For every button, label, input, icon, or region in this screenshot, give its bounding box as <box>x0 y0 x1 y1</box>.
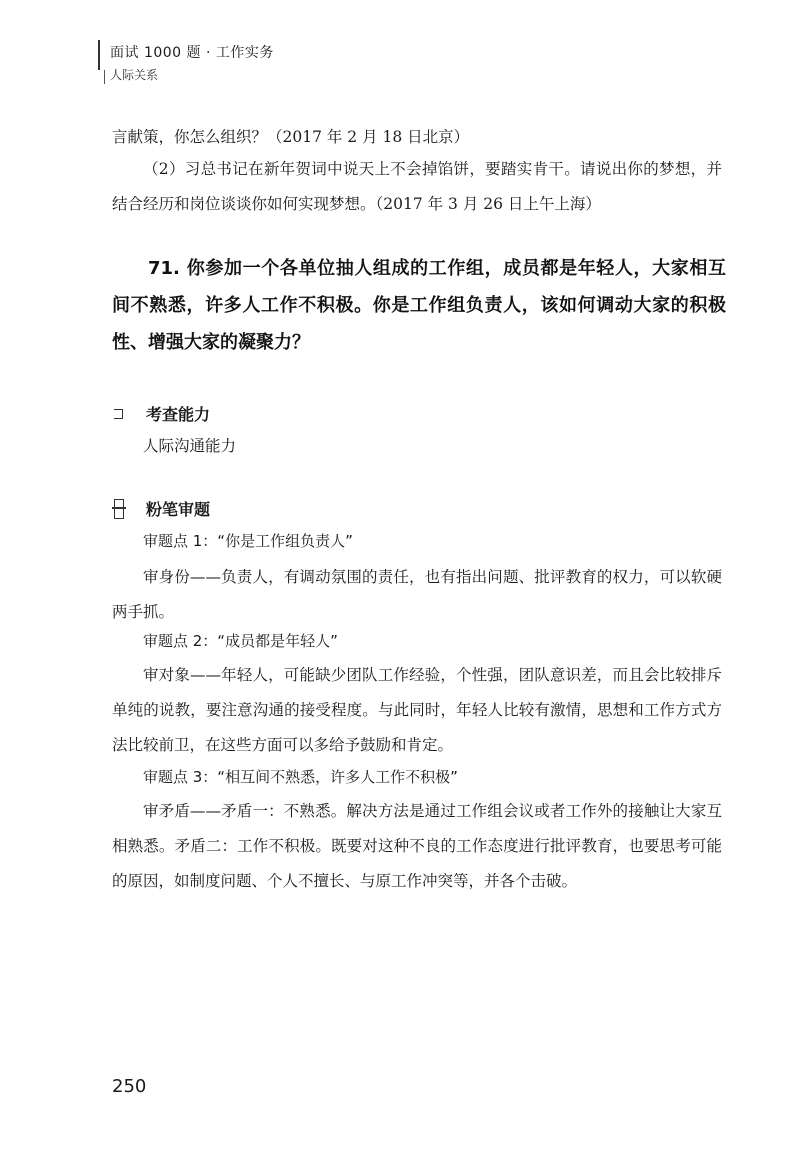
analysis-heading <box>112 497 210 520</box>
analysis-point-2-text: 审对象——年轻人，可能缺少团队工作经验，个性强，团队意识差，而且会比较排斥单纯的说教，要注意沟通的接受程度。与此同时，年轻人比较有激情，思想和工作方式方法比较前卫，在这些方面可以多给予鼓励和肯定。 <box>112 666 722 754</box>
ability-heading <box>112 402 210 425</box>
analysis-heading-label: 粉笔审题 <box>146 500 211 519</box>
section-square-icon <box>112 404 132 424</box>
intro-question-2: （2）习总书记在新年贺词中说天上不会掉馅饼，要踏实肯干。请说出你的梦想，并结合经历和岗位谈谈你如何实现梦想。（2017 年 3 月 26 日上午上海） <box>112 160 722 213</box>
running-header-section: 人际关系 <box>110 68 159 82</box>
chalk-pen-icon <box>112 499 132 519</box>
analysis-point-1-text: 审身份——负责人，有调动氛围的责任，也有指出问题、批评教育的权力，可以软硬两手抓。 <box>112 568 722 621</box>
question-71: 71. 你参加一个各单位抽人组成的工作组，成员都是年轻人，大家相互间不熟悉，许多人工作不积极。你是工作组负责人，该如何调动大家的积极性、增强大家的凝聚力？ <box>112 258 726 353</box>
header-rule <box>98 40 100 70</box>
running-header-title: 面试 1000 题 · 工作实务 <box>110 45 274 61</box>
ability-heading-label: 考查能力 <box>146 405 211 424</box>
intro-continued-line: 言献策，你怎么组织？（2017 年 2 月 18 日北京） <box>112 128 470 146</box>
analysis-point-1-label: 审题点 1：“你是工作组负责人” <box>143 532 353 550</box>
analysis-point-2-label: 审题点 2：“成员都是年轻人” <box>143 632 338 650</box>
ability-value: 人际沟通能力 <box>143 437 237 455</box>
page-number: 250 <box>112 1076 147 1097</box>
analysis-point-3-label: 审题点 3：“相互间不熟悉，许多人工作不积极” <box>143 768 458 786</box>
analysis-point-3-text: 审矛盾——矛盾一：不熟悉。解决方法是通过工作组会议或者工作外的接触让大家互相熟悉。矛盾二：工作不积极。既要对这种不良的工作态度进行批评教育，也要思考可能的原因，如制度问题、个人不擅长、与原工作冲突等，并各个击破。 <box>112 802 722 890</box>
header-rule-thin <box>104 70 105 84</box>
